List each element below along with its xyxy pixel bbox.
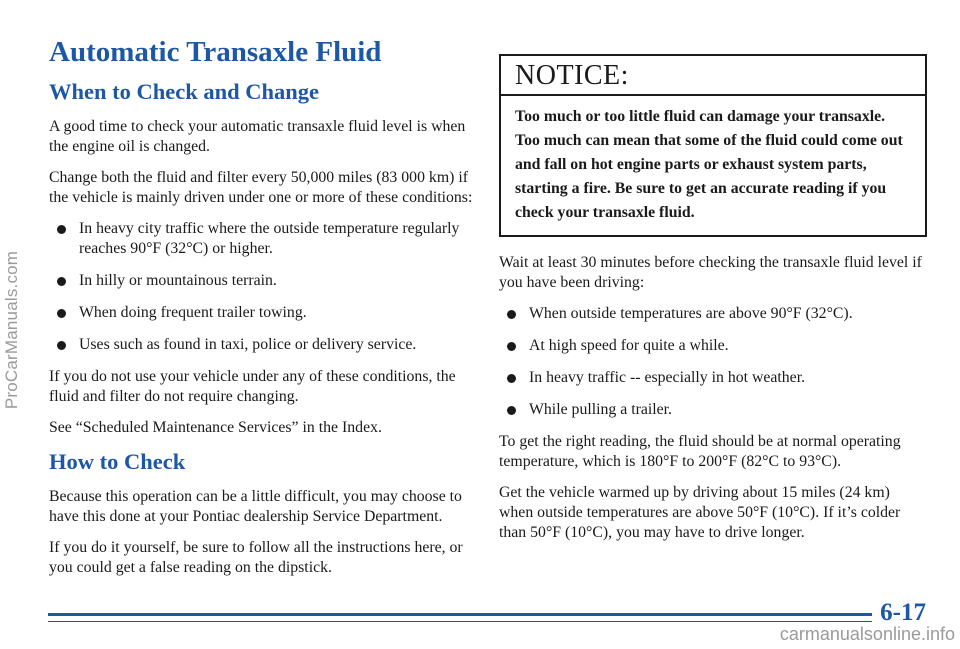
side-watermark-text: ProCarManuals.com (2, 250, 21, 410)
bullet-icon (507, 374, 516, 383)
list-item-text: At high speed for quite a while. (529, 337, 729, 354)
list-item (49, 335, 474, 355)
paragraph-wait: Wait at least 30 minutes before checking the transaxle fluid level if you have been driving: (499, 254, 922, 291)
bullet-icon (57, 341, 66, 350)
section-title: Automatic Transaxle Fluid (49, 36, 382, 68)
list-item (499, 336, 927, 356)
bullet-icon (507, 310, 516, 319)
bullet-icon (507, 406, 516, 415)
bullet-icon (57, 309, 66, 318)
bullet-icon (507, 342, 516, 351)
bottom-watermark: carmanualsonline.info (779, 624, 955, 644)
paragraph-instructions: If you do it yourself, be sure to follow all the instructions here, or you could get a false reading on the dipstick. (49, 539, 463, 576)
paragraph-see-index: See “Scheduled Maintenance Services” in the Index. (49, 419, 382, 436)
notice-box (499, 54, 927, 237)
side-watermark (2, 60, 22, 600)
bullet-icon (57, 225, 66, 234)
notice-body: Too much or too little fluid can damage your transaxle. Too much can mean that some of the fluid could come out and fall on hot engine parts or exhaust system parts, starting a fire. Be sure to get an accurate reading if you check your transaxle fluid. (515, 108, 903, 221)
footer-rule-thin (48, 621, 872, 622)
list-item-text: When outside temperatures are above 90°F (32°C). (529, 305, 853, 322)
list-item (49, 219, 474, 259)
left-column (49, 36, 474, 589)
list-item-text: When doing frequent trailer towing. (79, 304, 307, 321)
list-item-text: While pulling a trailer. (529, 401, 673, 418)
list-item-text: In heavy traffic -- especially in hot weather. (529, 369, 806, 386)
list-item (499, 400, 927, 420)
footer-rule (48, 613, 872, 616)
paragraph-no-change: If you do not use your vehicle under any of these conditions, the fluid and filter do not require changing. (49, 368, 456, 405)
list-item (499, 304, 927, 324)
paragraph-operating-temp: To get the right reading, the fluid should be at normal operating temperature, which is 180°F to 200°F (82°C to 93°C). (499, 433, 901, 470)
conditions-list (49, 219, 474, 355)
page-number: 6-17 (880, 599, 926, 626)
paragraph-change-interval: Change both the fluid and filter every 50,000 miles (83 000 km) if the vehicle is mainly driven under one or more of these conditions: (49, 169, 473, 206)
paragraph-warm-up: Get the vehicle warmed up by driving about 15 miles (24 km) when outside temperatures are above 50°F (10°C). If it’s colder than 50°F (10°C), you may have to drive longer. (499, 484, 901, 541)
subheading-when-to-check: When to Check and Change (49, 79, 320, 104)
list-item-text: In hilly or mountainous terrain. (79, 272, 277, 289)
list-item (49, 303, 474, 323)
list-item-text: In heavy city traffic where the outside temperature regularly reaches 90°F (32°C) or higher. (79, 220, 460, 257)
list-item (499, 368, 927, 388)
paragraph-dealer: Because this operation can be a little difficult, you may choose to have this done at your Pontiac dealership Service Department. (49, 488, 462, 525)
paragraph-check-timing: A good time to check your automatic transaxle fluid level is when the engine oil is changed. (49, 118, 466, 155)
driving-conditions-list (499, 304, 927, 420)
list-item (49, 271, 474, 291)
list-item-text: Uses such as found in taxi, police or delivery service. (79, 336, 417, 353)
right-column (499, 54, 927, 554)
bullet-icon (57, 277, 66, 286)
notice-title: NOTICE: (501, 56, 925, 96)
subheading-how-to-check: How to Check (49, 449, 186, 474)
